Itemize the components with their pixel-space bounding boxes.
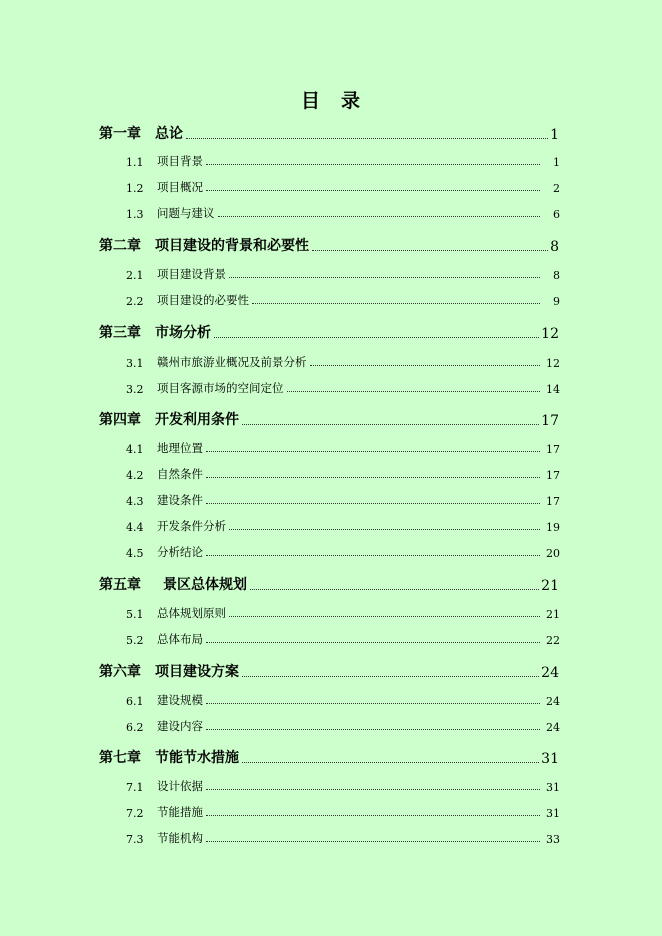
section-number: 2.1	[126, 269, 144, 282]
section-number: 5.1	[126, 608, 144, 621]
page-number: 17	[546, 443, 560, 456]
toc-section-1-1[interactable]	[126, 153, 560, 169]
section-number: 6.2	[126, 721, 144, 734]
page-number: 1	[553, 156, 560, 169]
toc-section-7-2[interactable]	[126, 804, 560, 820]
section-number: 4.2	[126, 469, 144, 482]
toc-section-2-2[interactable]	[126, 292, 560, 308]
toc-chapter-6[interactable]	[99, 661, 559, 681]
toc-section-4-3[interactable]	[126, 492, 560, 508]
toc-section-3-2[interactable]	[126, 380, 560, 396]
toc-section-1-3[interactable]	[126, 205, 560, 221]
toc-chapter-4[interactable]	[99, 409, 559, 429]
section-number: 5.2	[126, 634, 144, 647]
page-number: 21	[541, 578, 559, 594]
chapter-number: 第七章	[99, 750, 141, 766]
dot-leader	[229, 616, 540, 617]
section-number: 2.2	[126, 295, 144, 308]
dot-leader	[242, 676, 539, 677]
page-number: 12	[546, 357, 560, 370]
page-number: 6	[553, 208, 560, 221]
toc-section-5-2[interactable]	[126, 631, 560, 647]
toc-section-4-2[interactable]	[126, 466, 560, 482]
page-number: 2	[553, 182, 560, 195]
section-title: 项目背景	[157, 154, 203, 168]
section-number: 7.3	[126, 833, 144, 846]
section-number: 1.2	[126, 182, 144, 195]
page-number: 21	[546, 608, 560, 621]
dot-leader	[206, 841, 540, 842]
toc-section-4-1[interactable]	[126, 440, 560, 456]
page-number: 8	[553, 269, 560, 282]
section-title: 建设条件	[157, 493, 203, 507]
dot-leader	[242, 424, 539, 425]
section-title: 建设规模	[157, 693, 203, 707]
chapter-number: 第二章	[99, 238, 141, 254]
chapter-number: 第一章	[99, 126, 141, 142]
toc-section-6-1[interactable]	[126, 692, 560, 708]
toc-chapter-3[interactable]	[99, 322, 559, 342]
page-number: 14	[546, 383, 560, 396]
section-number: 7.2	[126, 807, 144, 820]
dot-leader	[206, 451, 540, 452]
dot-leader	[206, 503, 540, 504]
section-title: 节能机构	[157, 831, 203, 845]
chapter-number: 第六章	[99, 664, 141, 680]
toc-section-2-1[interactable]	[126, 266, 560, 282]
section-number: 4.4	[126, 521, 144, 534]
section-number: 1.1	[126, 156, 144, 169]
dot-leader	[250, 589, 539, 590]
chapter-title: 总论	[155, 126, 183, 142]
section-title: 项目客源市场的空间定位	[157, 381, 284, 395]
page-number: 17	[541, 413, 559, 429]
page-number: 20	[546, 547, 560, 560]
section-title: 项目建设的必要性	[157, 293, 249, 307]
dot-leader	[242, 762, 539, 763]
dot-leader	[186, 138, 548, 139]
section-number: 3.1	[126, 357, 144, 370]
chapter-title: 开发利用条件	[155, 412, 239, 428]
section-number: 3.2	[126, 383, 144, 396]
page-number: 17	[546, 495, 560, 508]
dot-leader	[218, 216, 541, 217]
dot-leader	[310, 365, 541, 366]
page-number: 24	[546, 721, 560, 734]
toc-chapter-5[interactable]	[99, 574, 559, 594]
section-number: 4.1	[126, 443, 144, 456]
section-title: 项目建设背景	[157, 267, 226, 281]
toc-chapter-1[interactable]	[99, 123, 559, 143]
section-title: 建设内容	[157, 719, 203, 733]
page-number: 9	[553, 295, 560, 308]
dot-leader	[229, 277, 540, 278]
toc-section-7-3[interactable]	[126, 830, 560, 846]
page-number: 19	[546, 521, 560, 534]
section-title: 分析结论	[157, 545, 203, 559]
page-number: 31	[541, 751, 559, 767]
page-number: 17	[546, 469, 560, 482]
page-number: 31	[546, 781, 560, 794]
toc-section-3-1[interactable]	[126, 354, 560, 370]
section-title: 自然条件	[157, 467, 203, 481]
dot-leader	[206, 164, 540, 165]
section-title: 总体布局	[157, 632, 203, 646]
chapter-title: 市场分析	[155, 325, 211, 341]
page-number: 24	[541, 665, 559, 681]
chapter-title: 项目建设方案	[155, 664, 239, 680]
chapter-number: 第三章	[99, 325, 141, 341]
section-title: 开发条件分析	[157, 519, 226, 533]
dot-leader	[206, 789, 540, 790]
dot-leader	[206, 703, 540, 704]
page-number: 22	[546, 634, 560, 647]
chapter-number: 第五章	[99, 577, 141, 593]
chapter-title: 景区总体规划	[163, 577, 247, 593]
toc-section-7-1[interactable]	[126, 778, 560, 794]
section-title: 项目概况	[157, 180, 203, 194]
toc-section-4-4[interactable]	[126, 518, 560, 534]
toc-section-6-2[interactable]	[126, 718, 560, 734]
chapter-title: 节能节水措施	[155, 750, 239, 766]
dot-leader	[312, 250, 548, 251]
page-number: 12	[541, 326, 559, 342]
section-title: 地理位置	[157, 441, 203, 455]
page-title: 目 录	[300, 90, 361, 112]
dot-leader	[206, 190, 540, 191]
toc-section-5-1[interactable]	[126, 605, 560, 621]
section-number: 6.1	[126, 695, 144, 708]
chapter-title: 项目建设的背景和必要性	[155, 238, 309, 254]
toc-section-4-5[interactable]	[126, 544, 560, 560]
section-title: 问题与建议	[157, 206, 215, 220]
section-number: 4.5	[126, 547, 144, 560]
page-number: 8	[550, 239, 559, 255]
page-number: 33	[546, 833, 560, 846]
dot-leader	[206, 642, 540, 643]
dot-leader	[287, 391, 541, 392]
section-title: 赣州市旅游业概况及前景分析	[157, 355, 307, 369]
section-title: 节能措施	[157, 805, 203, 819]
dot-leader	[206, 477, 540, 478]
toc-section-1-2[interactable]	[126, 179, 560, 195]
toc-chapter-2[interactable]	[99, 235, 559, 255]
dot-leader	[214, 337, 539, 338]
toc-chapter-7[interactable]	[99, 747, 559, 767]
page-number: 31	[546, 807, 560, 820]
dot-leader	[252, 303, 540, 304]
section-number: 4.3	[126, 495, 144, 508]
section-number: 7.1	[126, 781, 144, 794]
section-title: 设计依据	[157, 779, 203, 793]
dot-leader	[229, 529, 540, 530]
section-number: 1.3	[126, 208, 144, 221]
page-number: 1	[550, 127, 559, 143]
section-title: 总体规划原则	[157, 606, 226, 620]
chapter-number: 第四章	[99, 412, 141, 428]
page-number: 24	[546, 695, 560, 708]
dot-leader	[206, 555, 540, 556]
dot-leader	[206, 815, 540, 816]
dot-leader	[206, 729, 540, 730]
